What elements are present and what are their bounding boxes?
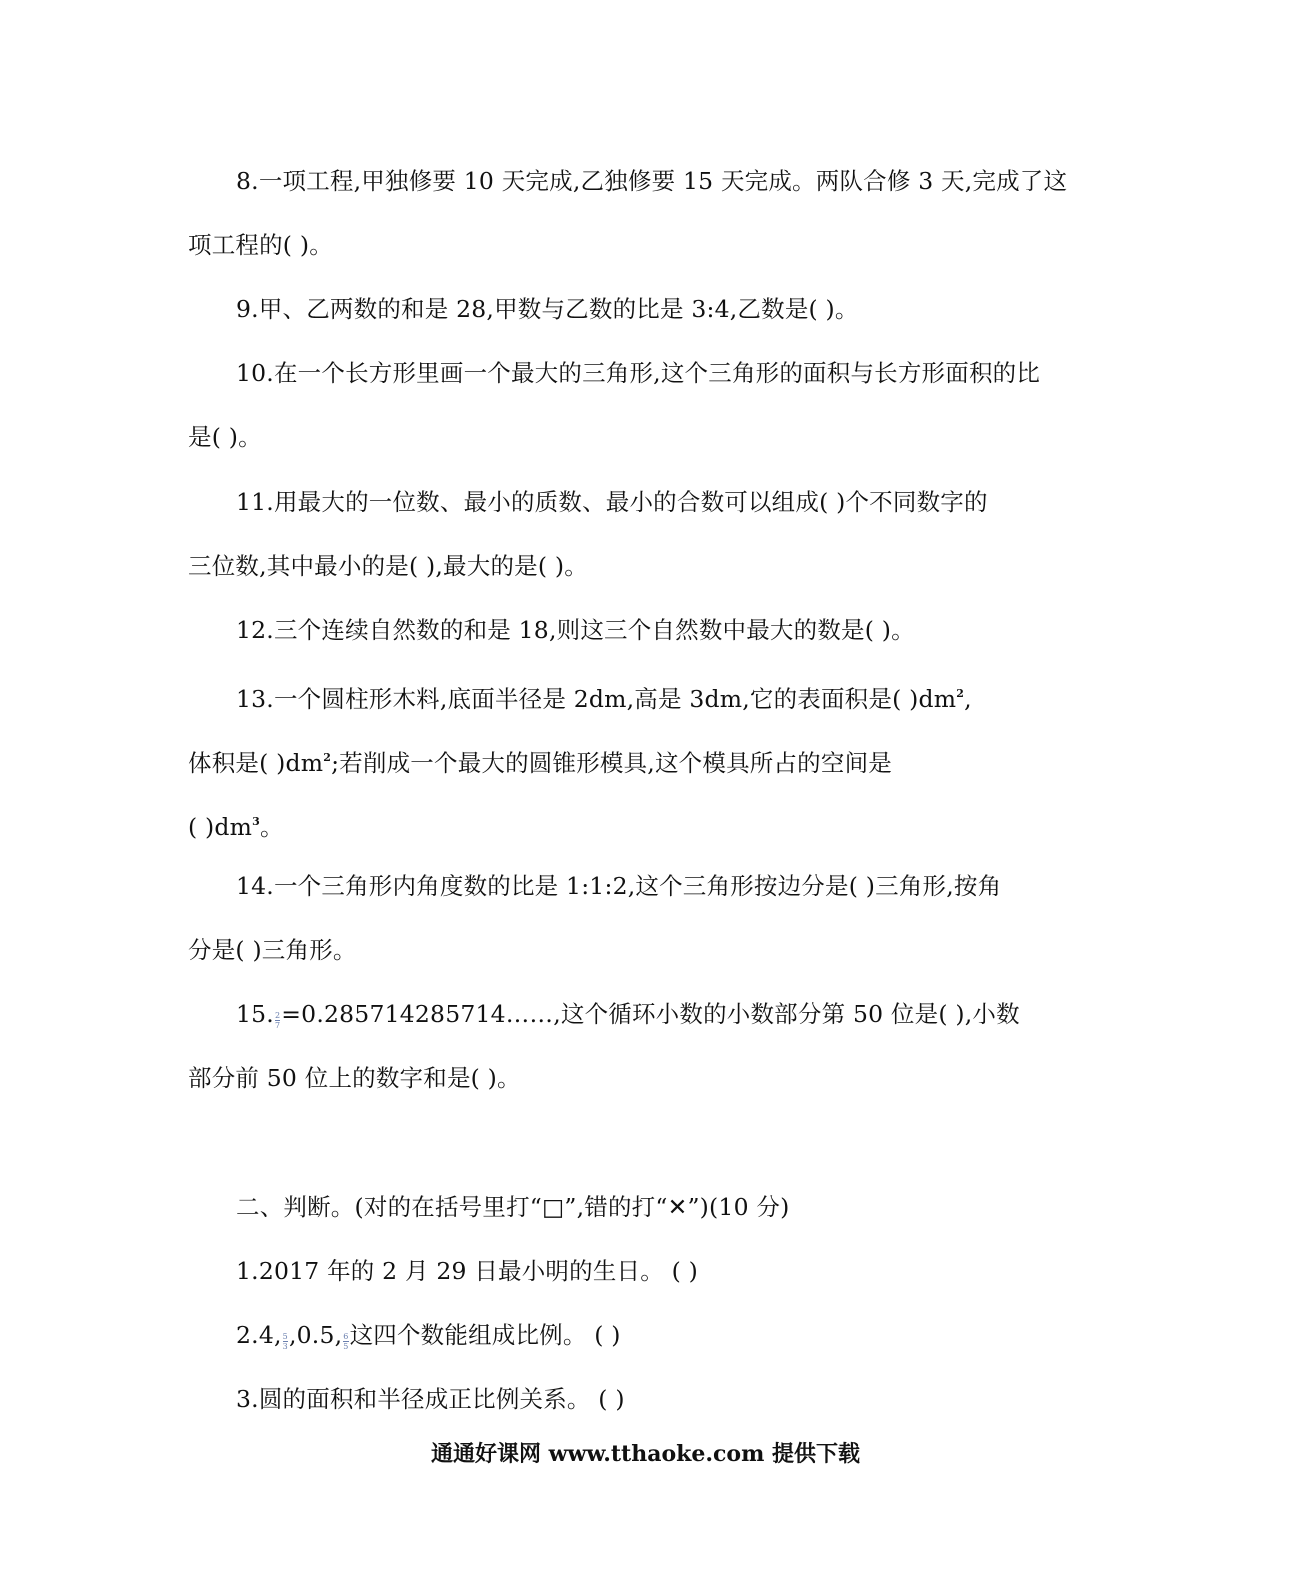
judge-item-2 xyxy=(236,1320,621,1351)
question-13-line-1 xyxy=(236,679,972,714)
question-13-line-2 xyxy=(188,743,892,778)
question-13-line-1-text: 13.一个圆柱形木料,底面半径是 2dm,高是 3dm,它的表面积是( )dm xyxy=(236,685,957,713)
judge-item-2-mid: ,0.5, xyxy=(288,1321,343,1349)
question-13-line-1-tail: , xyxy=(964,685,972,713)
question-10-line-1: 10.在一个长方形里画一个最大的三角形,这个三角形的面积与长方形面积的比 xyxy=(236,359,1041,387)
question-13-line-2-tail: ;若削成一个最大的圆锥形模具,这个模具所占的空间是 xyxy=(331,749,892,777)
question-14-line-2: 分是( )三角形。 xyxy=(188,936,357,964)
superscript-3: 3 xyxy=(252,815,260,828)
superscript-2: 2 xyxy=(956,687,965,700)
question-13-line-3-tail: 。 xyxy=(260,813,284,841)
judge-item-2-post: 这四个数能组成比例。 ( ) xyxy=(349,1321,621,1349)
question-8-line-2: 项工程的( )。 xyxy=(188,231,333,259)
question-15-number: 15. xyxy=(236,1000,274,1028)
fraction-numerator: 5 xyxy=(282,1332,288,1341)
question-13-line-3 xyxy=(188,807,284,842)
judge-item-1: 1.2017 年的 2 月 29 日最小明的生日。 ( ) xyxy=(236,1257,699,1285)
judge-item-2-pre: 2.4, xyxy=(236,1321,282,1349)
fraction-6-5 xyxy=(343,1332,348,1351)
section-2-heading: 二、判断。(对的在括号里打“□”,错的打“✕”)(10 分) xyxy=(236,1193,790,1221)
question-11-line-2: 三位数,其中最小的是( ),最大的是( )。 xyxy=(188,552,588,580)
question-10-line-2: 是( )。 xyxy=(188,423,262,451)
fraction-numerator: 6 xyxy=(343,1332,349,1341)
fraction-denominator: 7 xyxy=(274,1021,281,1030)
fraction-5-3 xyxy=(283,1332,288,1351)
question-13-line-2-text: 体积是( )dm xyxy=(188,749,324,777)
question-15-line-1-text: =0.285714285714……,这个循环小数的小数部分第 50 位是( ),小数 xyxy=(281,1000,1020,1028)
question-12-line-1: 12.三个连续自然数的和是 18,则这三个自然数中最大的数是( )。 xyxy=(236,616,915,644)
superscript-2: 2 xyxy=(323,751,332,764)
question-15-line-1 xyxy=(236,999,1020,1030)
fraction-2-7 xyxy=(275,1011,280,1030)
judge-item-3: 3.圆的面积和半径成正比例关系。 ( ) xyxy=(236,1385,625,1413)
fraction-numerator: 2 xyxy=(274,1011,281,1020)
question-14-line-1: 14.一个三角形内角度数的比是 1:1:2,这个三角形按边分是( )三角形,按角 xyxy=(236,872,1002,900)
fraction-denominator: 3 xyxy=(282,1342,288,1351)
question-13-line-3-text: ( )dm xyxy=(188,813,253,841)
fraction-denominator: 5 xyxy=(343,1342,349,1351)
question-15-line-2: 部分前 50 位上的数字和是( )。 xyxy=(188,1064,521,1092)
footer-watermark: 通通好课网 www.tthaoke.com 提供下载 xyxy=(430,1441,861,1467)
question-11-line-1: 11.用最大的一位数、最小的质数、最小的合数可以组成( )个不同数字的 xyxy=(236,488,988,516)
question-8-line-1: 8.一项工程,甲独修要 10 天完成,乙独修要 15 天完成。两队合修 3 天,完成了这 xyxy=(236,167,1068,195)
question-9-line-1: 9.甲、乙两数的和是 28,甲数与乙数的比是 3:4,乙数是( )。 xyxy=(236,295,859,323)
